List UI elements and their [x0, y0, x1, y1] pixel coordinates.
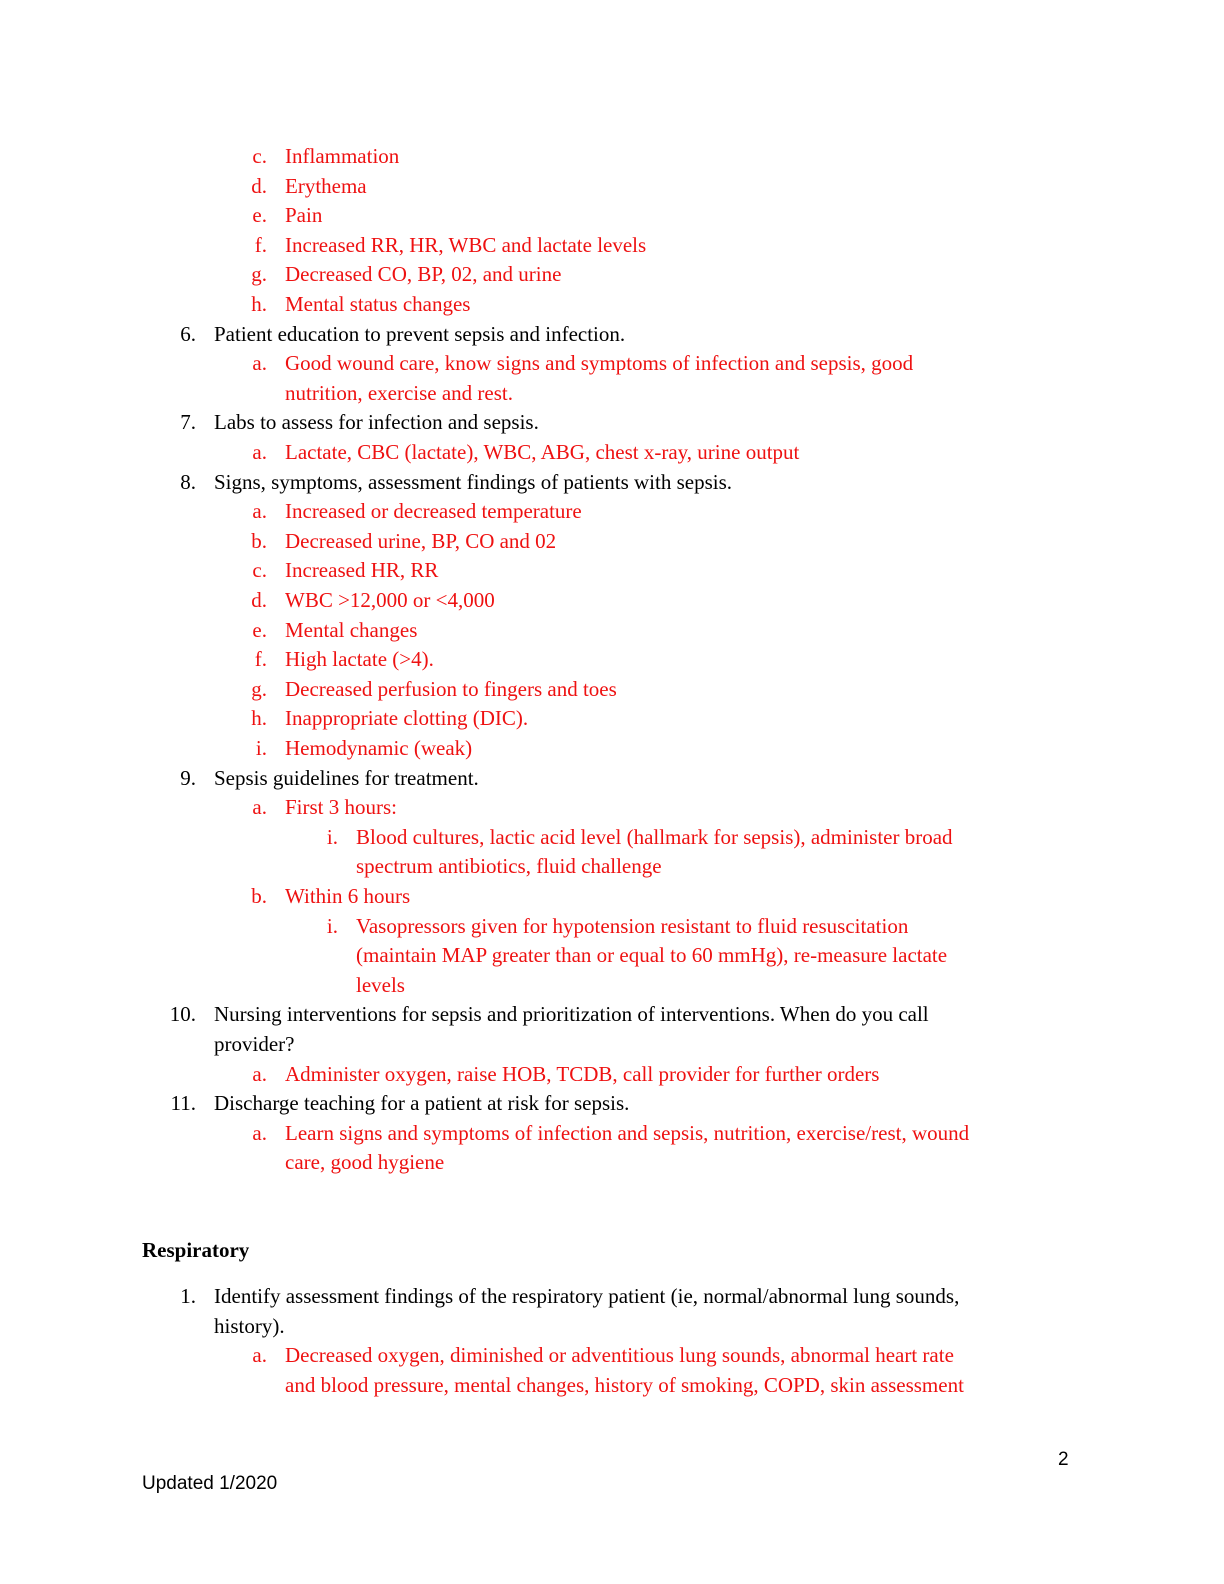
list-item-text: history).	[214, 1313, 285, 1338]
list-item-text: WBC >12,000 or <4,000	[285, 588, 495, 612]
list-item-text: Increased or decreased temperature	[285, 499, 582, 524]
list-item-text: High lactate (>4).	[285, 647, 434, 672]
list-item-text: spectrum antibiotics, fluid challenge	[356, 854, 662, 879]
list-marker: a.	[252, 1120, 267, 1145]
list-marker: e.	[252, 617, 267, 642]
list-marker: h.	[251, 706, 267, 731]
list-marker: 11.	[170, 1091, 196, 1116]
list-marker: a.	[252, 1061, 267, 1086]
list-item-text: Signs, symptoms, assessment findings of patients with sepsis.	[214, 469, 733, 494]
list-item-text: Decreased oxygen, diminished or adventitious lung sounds, abnormal heart rate	[285, 1343, 954, 1368]
list-item-text: nutrition, exercise and rest.	[285, 380, 514, 405]
list-item-text: Decreased CO, BP, 02, and urine	[285, 262, 562, 287]
list-item-text: Vasopressors given for hypotension resistant to fluid resuscitation	[356, 913, 909, 938]
list-marker: a.	[252, 795, 267, 820]
list-marker: c.	[252, 144, 267, 168]
list-item-text: Hemodynamic (weak)	[285, 736, 473, 760]
list-marker: b.	[251, 884, 267, 908]
list-marker: 7.	[180, 410, 196, 435]
list-item-text: levels	[356, 972, 405, 997]
list-item-text: Labs to assess for infection and sepsis.	[214, 410, 539, 435]
list-item-text: Blood cultures, lactic acid level (hallmark for sepsis), administer broad	[356, 824, 953, 849]
list-item-text: Nursing interventions for sepsis and prioritization of interventions. When do you call	[214, 1002, 929, 1027]
list-marker: 6.	[180, 321, 196, 346]
list-item-text: and blood pressure, mental changes, history of smoking, COPD, skin assessment	[285, 1372, 964, 1397]
list-item-text: Learn signs and symptoms of infection and sepsis, nutrition, exercise/rest, wound	[285, 1120, 970, 1145]
list-marker: a.	[252, 499, 267, 524]
list-item-text: Mental status changes	[285, 292, 471, 316]
list-item-text: Within 6 hours	[285, 884, 411, 908]
list-marker: d.	[251, 173, 267, 198]
page-number: 2	[1058, 1449, 1069, 1470]
list-marker: f.	[254, 232, 267, 257]
list-item-text: Decreased urine, BP, CO and 02	[285, 528, 557, 553]
list-marker: i.	[326, 913, 338, 938]
list-item-text: Discharge teaching for a patient at risk for sepsis.	[214, 1091, 630, 1116]
list-marker: i.	[326, 824, 338, 849]
list-item-text: Administer oxygen, raise HOB, TCDB, call provider for further orders	[285, 1061, 880, 1086]
list-marker: h.	[251, 292, 267, 316]
list-marker: 9.	[180, 765, 196, 790]
list-item-text: (maintain MAP greater than or equal to 60 mmHg), re-measure lactate	[356, 943, 948, 968]
list-marker: e.	[252, 203, 267, 228]
list-item-text: Lactate, CBC (lactate), WBC, ABG, chest x-ray, urine output	[285, 440, 800, 464]
list-item-text: Erythema	[285, 173, 367, 198]
list-item-text: Mental changes	[285, 617, 418, 642]
list-item-text: Good wound care, know signs and symptoms of infection and sepsis, good	[285, 351, 914, 376]
list-item-text: care, good hygiene	[285, 1150, 445, 1175]
list-item-text: Decreased perfusion to fingers and toes	[285, 676, 617, 701]
footer-updated: Updated 1/2020	[142, 1473, 278, 1494]
list-marker: f.	[254, 647, 267, 672]
list-marker: 10.	[169, 1002, 196, 1027]
section-heading: Respiratory	[142, 1238, 250, 1262]
list-marker: b.	[251, 528, 267, 553]
list-item-text: Increased HR, RR	[285, 558, 439, 583]
list-marker: 1.	[180, 1284, 196, 1308]
list-marker: g.	[251, 676, 267, 701]
list-marker: d.	[251, 588, 267, 612]
list-item-text: provider?	[214, 1032, 295, 1056]
list-marker: a.	[252, 1343, 267, 1368]
list-marker: a.	[252, 351, 267, 376]
list-item-text: Sepsis guidelines for treatment.	[214, 765, 479, 790]
list-marker: c.	[252, 558, 267, 583]
list-item-text: Identify assessment findings of the respiratory patient (ie, normal/abnormal lung sounds,	[214, 1284, 960, 1308]
list-item-text: Increased RR, HR, WBC and lactate levels	[285, 232, 647, 257]
list-marker: 8.	[180, 469, 196, 494]
list-item-text: Pain	[285, 203, 323, 228]
list-marker: i.	[255, 736, 267, 760]
list-item-text: Inappropriate clotting (DIC).	[285, 706, 529, 731]
list-marker: a.	[252, 440, 267, 464]
list-item-text: Inflammation	[285, 144, 400, 168]
list-item-text: Patient education to prevent sepsis and infection.	[214, 321, 626, 346]
list-marker: g.	[251, 262, 267, 287]
list-item-text: First 3 hours:	[285, 795, 398, 820]
